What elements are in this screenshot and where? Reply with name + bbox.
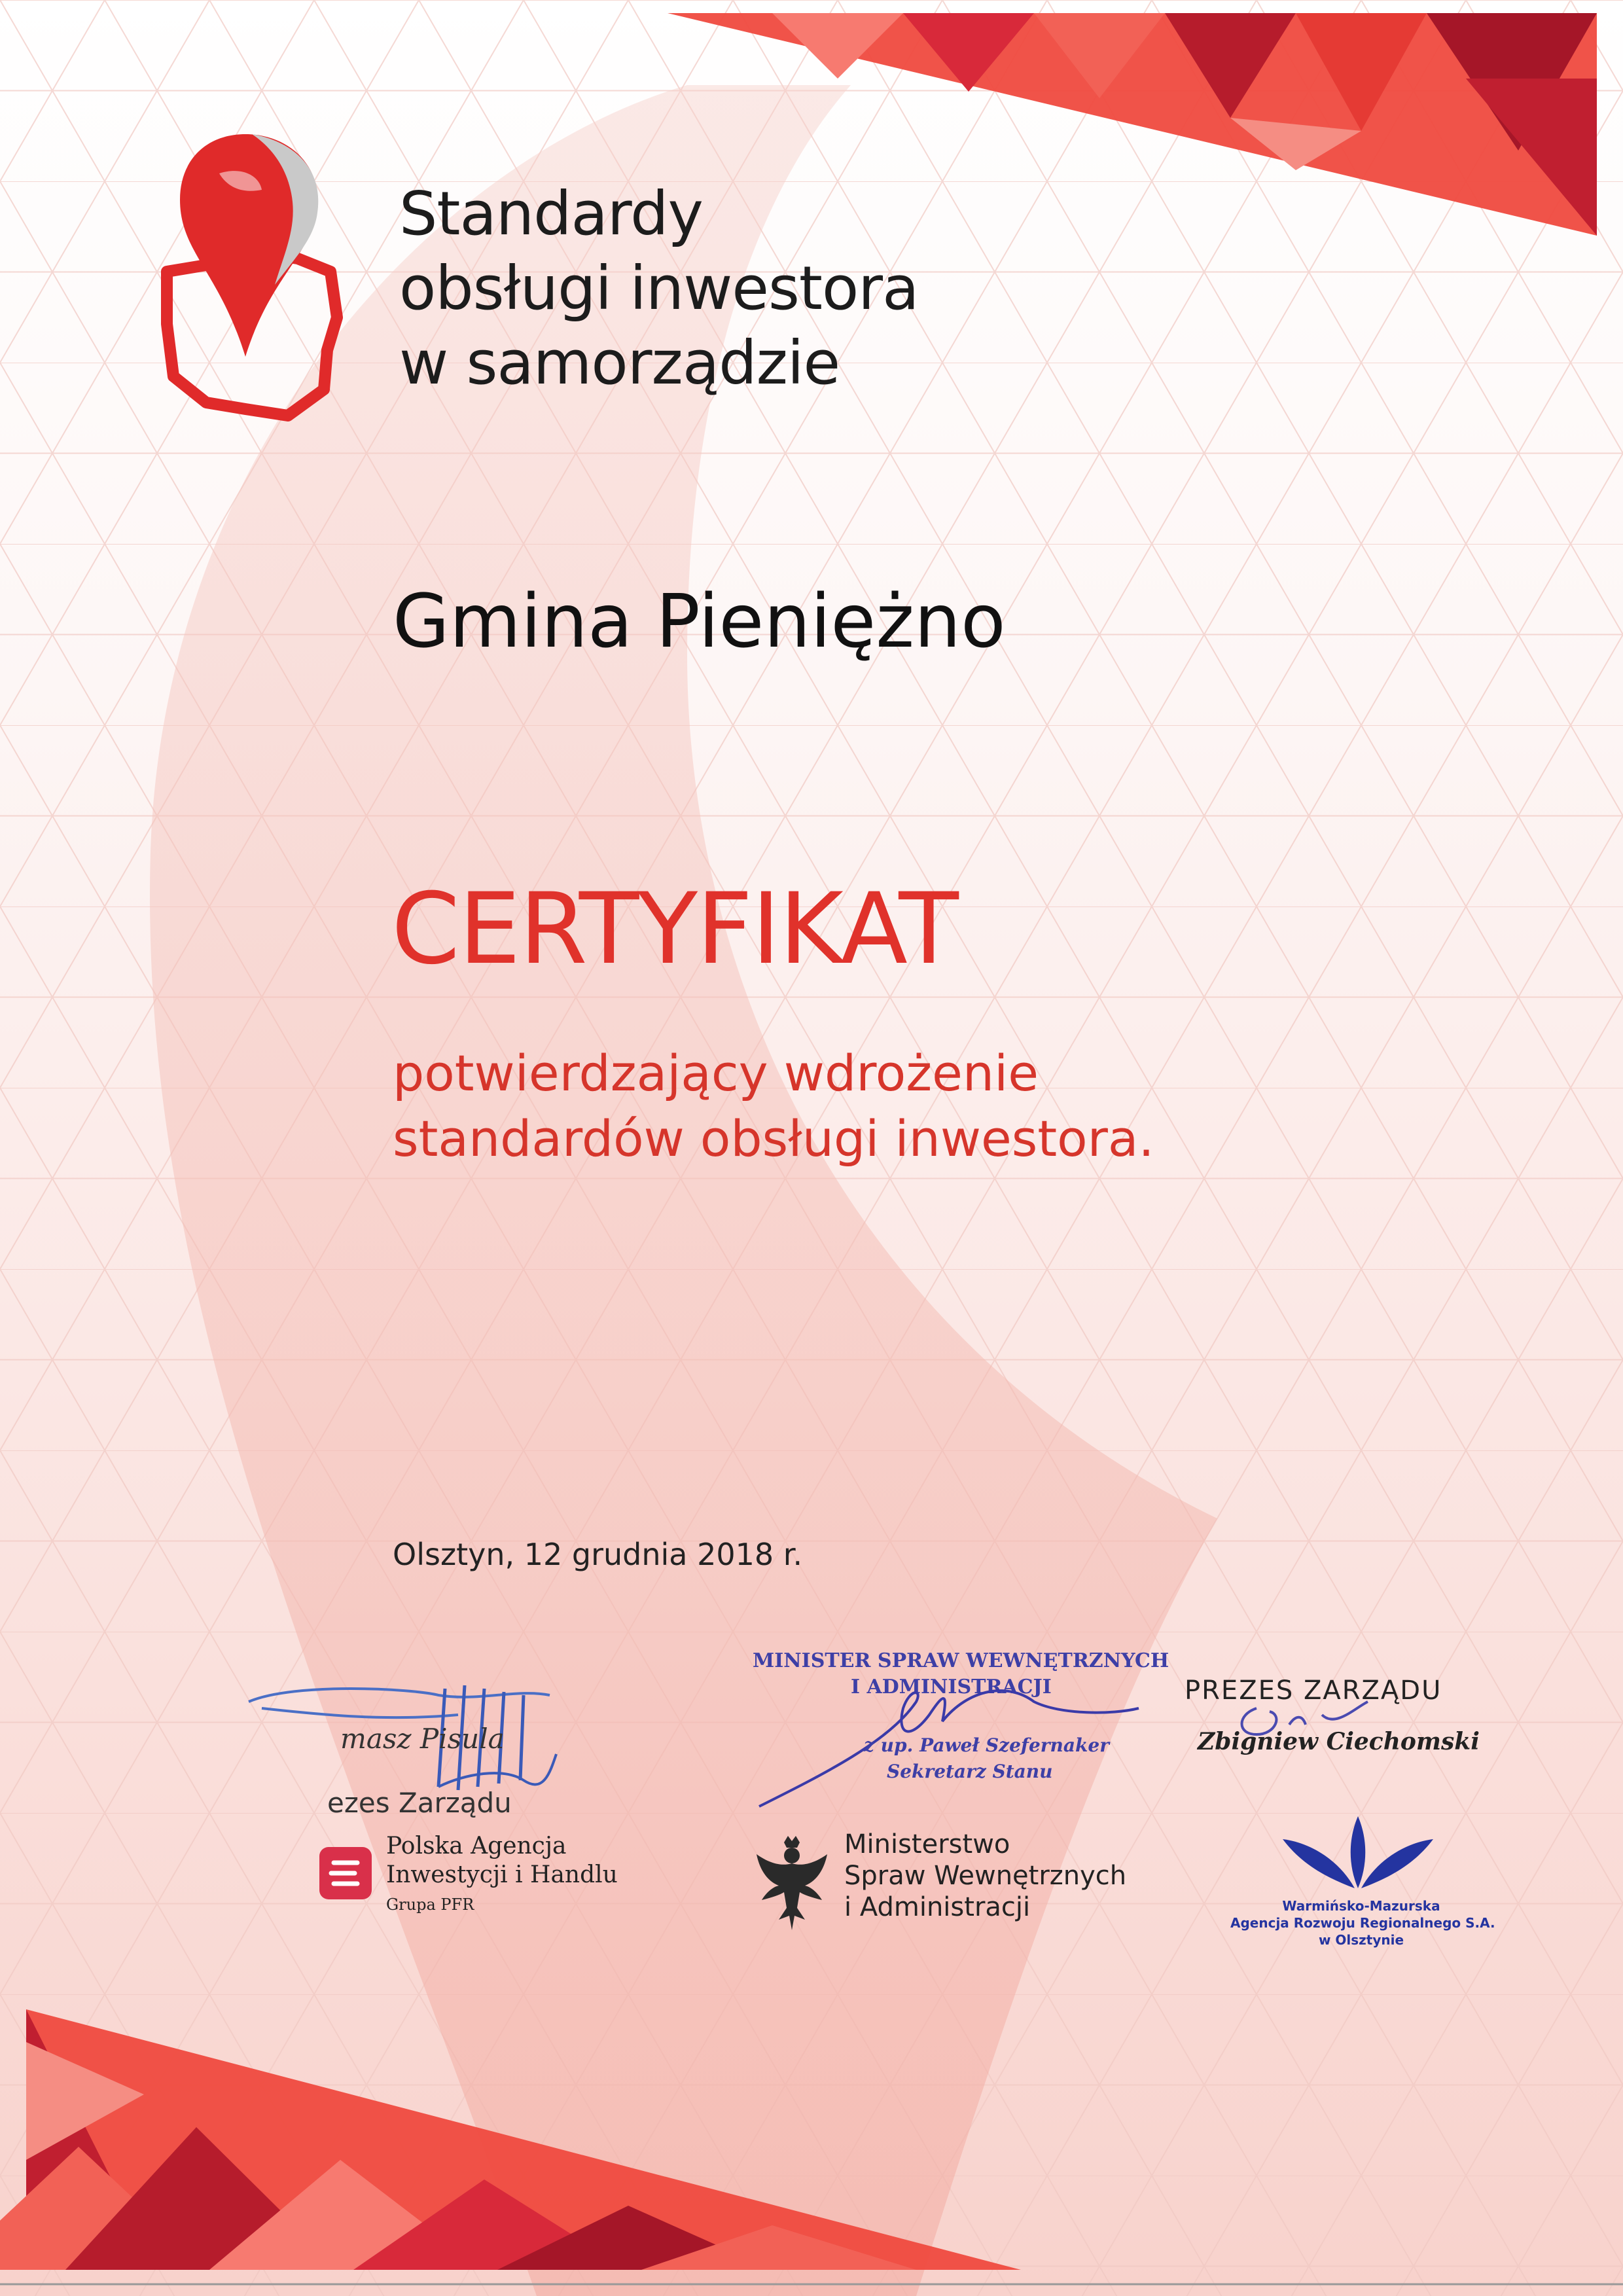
recipient-name: Gmina Pieniężno — [393, 579, 1006, 664]
program-title-line-1: Standardy — [399, 179, 703, 249]
program-title — [399, 177, 918, 401]
signatory-right-title: PREZES ZARZĄDU — [1185, 1676, 1442, 1706]
map-pin-poland-icon — [147, 128, 344, 442]
certificate-subtitle-line-1: potwierdzający wdrożenie — [393, 1044, 1039, 1102]
certificate-title: CERTYFIKAT — [391, 872, 957, 986]
signatory-left-name: masz Pisula — [340, 1723, 505, 1755]
stamp-minister-line-2: I ADMINISTRACJI — [851, 1676, 1052, 1698]
mswia-name-line-3: i Administracji — [844, 1892, 1031, 1922]
certificate-subtitle — [393, 1041, 1154, 1172]
signatory-right-name: Zbigniew Ciechomski — [1198, 1728, 1480, 1755]
certificate-subtitle-line-2: standardów obsługi inwestora. — [393, 1109, 1154, 1168]
stamp-signatory-name: z up. Paweł Szefernaker — [864, 1734, 1109, 1756]
signatory-left-role: ezes Zarządu — [327, 1787, 512, 1819]
signature-middle — [746, 1636, 1169, 1846]
paih-name-line-1: Polska Agencja — [386, 1833, 567, 1859]
signature-right — [1152, 1662, 1518, 1806]
wmarr-name-line-3: w Olsztynie — [1318, 1932, 1404, 1948]
stamp-minister-line-1: MINISTER SPRAW WEWNĘTRZNYCH — [753, 1649, 1169, 1672]
paih-mark-icon — [319, 1847, 372, 1899]
paih-group: Grupa PFR — [386, 1895, 474, 1914]
paih-logo — [314, 1833, 681, 1937]
stamp-signatory-role: Sekretarz Stanu — [887, 1761, 1053, 1782]
program-title-line-3: w samorządzie — [399, 328, 840, 398]
mswia-name-line-2: Spraw Wewnętrznych — [844, 1861, 1127, 1891]
program-title-line-2: obsługi inwestora — [399, 253, 919, 323]
paih-name-line-2: Inwestycji i Handlu — [386, 1861, 618, 1888]
eagle-emblem-icon — [753, 1835, 831, 1933]
mswia-logo — [753, 1829, 1158, 1947]
wmarr-logo — [1230, 1813, 1495, 1983]
wmarr-name-line-1: Warmińsko-Mazurska — [1282, 1898, 1440, 1914]
mswia-name-line-1: Ministerstwo — [844, 1829, 1010, 1859]
wmarr-lotus-icon — [1283, 1813, 1433, 1892]
issue-date: Olsztyn, 12 grudnia 2018 r. — [393, 1537, 803, 1572]
wmarr-name-line-2: Agencja Rozwoju Regionalnego S.A. — [1230, 1915, 1495, 1931]
